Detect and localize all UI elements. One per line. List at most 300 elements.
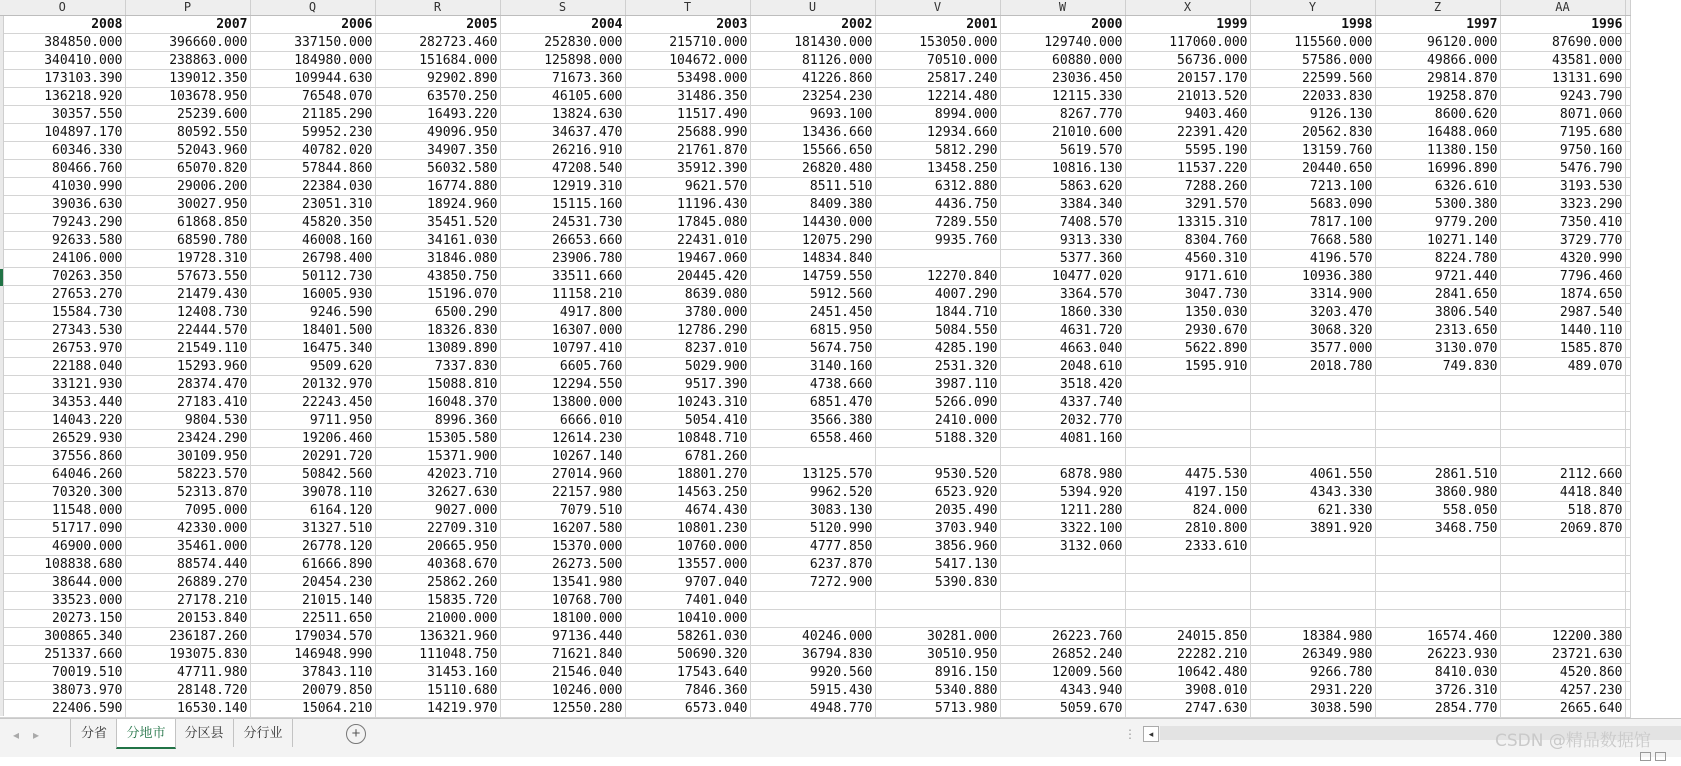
data-cell[interactable]: 37556.860 [0, 448, 125, 466]
year-cell[interactable]: 2003 [625, 16, 750, 34]
data-cell[interactable]: 2035.490 [875, 502, 1000, 520]
data-cell[interactable]: 12408.730 [125, 304, 250, 322]
data-cell[interactable]: 1860.330 [1000, 304, 1125, 322]
empty-cell[interactable] [1625, 52, 1630, 70]
data-cell[interactable]: 5340.880 [875, 682, 1000, 700]
data-cell[interactable]: 10801.230 [625, 520, 750, 538]
empty-cell[interactable] [1625, 646, 1630, 664]
data-cell[interactable]: 7796.460 [1500, 268, 1625, 286]
data-cell[interactable]: 8267.770 [1000, 106, 1125, 124]
data-cell[interactable]: 4081.160 [1000, 430, 1125, 448]
data-cell[interactable]: 14430.000 [750, 214, 875, 232]
data-cell[interactable] [875, 610, 1000, 628]
data-cell[interactable]: 337150.000 [250, 34, 375, 52]
data-cell[interactable]: 21761.870 [625, 142, 750, 160]
data-cell[interactable] [1125, 394, 1250, 412]
data-cell[interactable]: 125898.000 [500, 52, 625, 70]
tab-county[interactable]: 分区县 [175, 719, 234, 747]
data-cell[interactable]: 5120.990 [750, 520, 875, 538]
data-cell[interactable]: 11196.430 [625, 196, 750, 214]
data-cell[interactable]: 2410.000 [875, 412, 1000, 430]
data-cell[interactable]: 12009.560 [1000, 664, 1125, 682]
data-cell[interactable]: 11380.150 [1375, 142, 1500, 160]
data-cell[interactable]: 63570.250 [375, 88, 500, 106]
data-cell[interactable]: 15115.160 [500, 196, 625, 214]
data-cell[interactable]: 16488.060 [1375, 124, 1500, 142]
data-cell[interactable] [1000, 448, 1125, 466]
data-cell[interactable]: 20079.850 [250, 682, 375, 700]
empty-cell[interactable] [1625, 430, 1630, 448]
empty-cell[interactable] [1625, 142, 1630, 160]
data-cell[interactable]: 396660.000 [125, 34, 250, 52]
column-header-y[interactable]: Y [1250, 0, 1375, 16]
data-cell[interactable]: 8409.380 [750, 196, 875, 214]
data-cell[interactable]: 26820.480 [750, 160, 875, 178]
data-cell[interactable]: 15293.960 [125, 358, 250, 376]
data-cell[interactable] [1250, 556, 1375, 574]
data-cell[interactable]: 26273.500 [500, 556, 625, 574]
data-cell[interactable]: 4337.740 [1000, 394, 1125, 412]
data-cell[interactable]: 15305.580 [375, 430, 500, 448]
data-cell[interactable]: 2032.770 [1000, 412, 1125, 430]
data-cell[interactable]: 27014.960 [500, 466, 625, 484]
data-cell[interactable] [1250, 592, 1375, 610]
data-cell[interactable] [875, 592, 1000, 610]
data-cell[interactable]: 518.870 [1500, 502, 1625, 520]
column-header-w[interactable]: W [1000, 0, 1125, 16]
data-cell[interactable]: 32627.630 [375, 484, 500, 502]
data-cell[interactable]: 2747.630 [1125, 700, 1250, 718]
data-cell[interactable]: 2018.780 [1250, 358, 1375, 376]
data-cell[interactable]: 1350.030 [1125, 304, 1250, 322]
data-cell[interactable]: 3860.980 [1375, 484, 1500, 502]
column-header-s[interactable]: S [500, 0, 625, 16]
data-cell[interactable]: 34637.470 [500, 124, 625, 142]
data-cell[interactable]: 5476.790 [1500, 160, 1625, 178]
data-cell[interactable]: 7195.680 [1500, 124, 1625, 142]
data-cell[interactable]: 19206.460 [250, 430, 375, 448]
data-cell[interactable]: 20157.170 [1125, 70, 1250, 88]
data-cell[interactable]: 21546.040 [500, 664, 625, 682]
data-cell[interactable]: 26216.910 [500, 142, 625, 160]
data-cell[interactable]: 184980.000 [250, 52, 375, 70]
data-cell[interactable]: 88574.440 [125, 556, 250, 574]
data-cell[interactable]: 40246.000 [750, 628, 875, 646]
data-cell[interactable]: 21015.140 [250, 592, 375, 610]
data-cell[interactable]: 3047.730 [1125, 286, 1250, 304]
data-cell[interactable]: 26653.660 [500, 232, 625, 250]
data-cell[interactable]: 42330.000 [125, 520, 250, 538]
data-cell[interactable]: 146948.990 [250, 646, 375, 664]
data-cell[interactable]: 40782.020 [250, 142, 375, 160]
scroll-left-icon[interactable]: ◂ [1143, 726, 1159, 742]
data-cell[interactable]: 30281.000 [875, 628, 1000, 646]
data-cell[interactable]: 27343.530 [0, 322, 125, 340]
empty-cell[interactable] [1625, 628, 1630, 646]
next-sheet-icon[interactable]: ▸ [32, 728, 40, 742]
data-cell[interactable]: 20665.950 [375, 538, 500, 556]
data-cell[interactable]: 3891.920 [1250, 520, 1375, 538]
data-cell[interactable]: 1595.910 [1125, 358, 1250, 376]
data-cell[interactable]: 28374.470 [125, 376, 250, 394]
data-cell[interactable]: 16774.880 [375, 178, 500, 196]
data-cell[interactable] [750, 448, 875, 466]
data-cell[interactable] [1375, 592, 1500, 610]
data-cell[interactable]: 2930.670 [1125, 322, 1250, 340]
data-cell[interactable]: 8224.780 [1375, 250, 1500, 268]
data-cell[interactable]: 43581.000 [1500, 52, 1625, 70]
empty-cell[interactable] [1625, 16, 1630, 34]
data-cell[interactable]: 3132.060 [1000, 538, 1125, 556]
data-cell[interactable] [1375, 394, 1500, 412]
data-cell[interactable]: 5417.130 [875, 556, 1000, 574]
data-cell[interactable]: 7817.100 [1250, 214, 1375, 232]
data-cell[interactable]: 16005.930 [250, 286, 375, 304]
data-cell[interactable]: 173103.390 [0, 70, 125, 88]
data-cell[interactable]: 2112.660 [1500, 466, 1625, 484]
data-cell[interactable]: 46900.000 [0, 538, 125, 556]
data-cell[interactable]: 3468.750 [1375, 520, 1500, 538]
data-cell[interactable]: 7288.260 [1125, 178, 1250, 196]
data-cell[interactable]: 7079.510 [500, 502, 625, 520]
column-header-q[interactable]: Q [250, 0, 375, 16]
data-cell[interactable]: 22391.420 [1125, 124, 1250, 142]
data-cell[interactable]: 18384.980 [1250, 628, 1375, 646]
empty-cell[interactable] [1625, 70, 1630, 88]
data-cell[interactable]: 13458.250 [875, 160, 1000, 178]
empty-cell[interactable] [1625, 124, 1630, 142]
data-cell[interactable]: 13131.690 [1500, 70, 1625, 88]
data-cell[interactable]: 50842.560 [250, 466, 375, 484]
year-cell[interactable]: 2002 [750, 16, 875, 34]
data-cell[interactable]: 5188.320 [875, 430, 1000, 448]
data-cell[interactable]: 17845.080 [625, 214, 750, 232]
data-cell[interactable]: 4343.330 [1250, 484, 1375, 502]
data-cell[interactable]: 2531.320 [875, 358, 1000, 376]
empty-cell[interactable] [1625, 502, 1630, 520]
data-cell[interactable]: 136321.960 [375, 628, 500, 646]
data-cell[interactable]: 7846.360 [625, 682, 750, 700]
data-cell[interactable]: 22599.560 [1250, 70, 1375, 88]
data-cell[interactable]: 21479.430 [125, 286, 250, 304]
data-cell[interactable]: 9935.760 [875, 232, 1000, 250]
data-cell[interactable]: 3566.380 [750, 412, 875, 430]
data-cell[interactable]: 15370.000 [500, 538, 625, 556]
data-cell[interactable]: 51717.090 [0, 520, 125, 538]
empty-cell[interactable] [1625, 376, 1630, 394]
data-cell[interactable]: 20132.970 [250, 376, 375, 394]
data-cell[interactable]: 65070.820 [125, 160, 250, 178]
data-cell[interactable]: 4738.660 [750, 376, 875, 394]
data-cell[interactable] [1375, 376, 1500, 394]
data-cell[interactable]: 251337.660 [0, 646, 125, 664]
data-cell[interactable]: 52043.960 [125, 142, 250, 160]
empty-cell[interactable] [1625, 484, 1630, 502]
data-cell[interactable]: 300865.340 [0, 628, 125, 646]
data-cell[interactable]: 37843.110 [250, 664, 375, 682]
data-cell[interactable]: 109944.630 [250, 70, 375, 88]
data-cell[interactable]: 12786.290 [625, 322, 750, 340]
data-cell[interactable]: 35451.520 [375, 214, 500, 232]
data-cell[interactable]: 61666.890 [250, 556, 375, 574]
data-cell[interactable]: 19728.310 [125, 250, 250, 268]
data-cell[interactable] [1125, 448, 1250, 466]
data-cell[interactable]: 27653.270 [0, 286, 125, 304]
data-cell[interactable]: 10848.710 [625, 430, 750, 448]
empty-cell[interactable] [1625, 214, 1630, 232]
data-cell[interactable]: 70019.510 [0, 664, 125, 682]
data-cell[interactable]: 23721.630 [1500, 646, 1625, 664]
data-cell[interactable] [1375, 538, 1500, 556]
data-cell[interactable]: 26852.240 [1000, 646, 1125, 664]
data-cell[interactable]: 36794.830 [750, 646, 875, 664]
data-cell[interactable] [1500, 574, 1625, 592]
data-cell[interactable]: 4418.840 [1500, 484, 1625, 502]
data-cell[interactable]: 3384.340 [1000, 196, 1125, 214]
data-cell[interactable]: 15110.680 [375, 682, 500, 700]
data-cell[interactable]: 4663.040 [1000, 340, 1125, 358]
data-cell[interactable]: 2810.800 [1125, 520, 1250, 538]
data-cell[interactable]: 13159.760 [1250, 142, 1375, 160]
data-cell[interactable] [1000, 592, 1125, 610]
data-cell[interactable]: 489.070 [1500, 358, 1625, 376]
data-cell[interactable]: 34353.440 [0, 394, 125, 412]
tab-city[interactable]: 分地市 [116, 719, 176, 749]
data-cell[interactable]: 4197.150 [1125, 484, 1250, 502]
data-cell[interactable]: 14759.550 [750, 268, 875, 286]
data-cell[interactable]: 39078.110 [250, 484, 375, 502]
data-cell[interactable]: 26223.760 [1000, 628, 1125, 646]
data-cell[interactable]: 215710.000 [625, 34, 750, 52]
data-cell[interactable]: 20562.830 [1250, 124, 1375, 142]
data-cell[interactable] [1375, 556, 1500, 574]
empty-cell[interactable] [1625, 322, 1630, 340]
data-cell[interactable]: 4475.530 [1125, 466, 1250, 484]
data-cell[interactable]: 7272.900 [750, 574, 875, 592]
data-cell[interactable]: 30510.950 [875, 646, 1000, 664]
data-cell[interactable]: 11158.210 [500, 286, 625, 304]
empty-cell[interactable] [1625, 304, 1630, 322]
data-cell[interactable]: 9920.560 [750, 664, 875, 682]
data-cell[interactable]: 9707.040 [625, 574, 750, 592]
year-cell[interactable]: 2000 [1000, 16, 1125, 34]
data-cell[interactable]: 5683.090 [1250, 196, 1375, 214]
data-cell[interactable]: 58223.570 [125, 466, 250, 484]
data-cell[interactable]: 16048.370 [375, 394, 500, 412]
data-cell[interactable]: 12270.840 [875, 268, 1000, 286]
data-cell[interactable]: 64046.260 [0, 466, 125, 484]
data-cell[interactable]: 384850.000 [0, 34, 125, 52]
data-cell[interactable]: 30027.950 [125, 196, 250, 214]
data-cell[interactable]: 61868.850 [125, 214, 250, 232]
empty-cell[interactable] [1625, 538, 1630, 556]
data-cell[interactable]: 236187.260 [125, 628, 250, 646]
data-cell[interactable]: 58261.030 [625, 628, 750, 646]
data-cell[interactable]: 11537.220 [1125, 160, 1250, 178]
data-cell[interactable]: 5054.410 [625, 412, 750, 430]
data-cell[interactable]: 26349.980 [1250, 646, 1375, 664]
data-cell[interactable]: 22431.010 [625, 232, 750, 250]
data-cell[interactable]: 38644.000 [0, 574, 125, 592]
data-cell[interactable]: 9721.440 [1375, 268, 1500, 286]
data-cell[interactable]: 13125.570 [750, 466, 875, 484]
data-cell[interactable]: 19258.870 [1375, 88, 1500, 106]
column-header-z[interactable]: Z [1375, 0, 1500, 16]
data-cell[interactable]: 38073.970 [0, 682, 125, 700]
data-cell[interactable]: 179034.570 [250, 628, 375, 646]
data-cell[interactable] [1500, 448, 1625, 466]
data-cell[interactable]: 9693.100 [750, 106, 875, 124]
data-cell[interactable]: 4320.990 [1500, 250, 1625, 268]
data-cell[interactable]: 31486.350 [625, 88, 750, 106]
data-cell[interactable]: 10267.140 [500, 448, 625, 466]
data-cell[interactable]: 12214.480 [875, 88, 1000, 106]
data-cell[interactable]: 12115.330 [1000, 88, 1125, 106]
tab-industry[interactable]: 分行业 [234, 719, 293, 747]
data-cell[interactable]: 117060.000 [1125, 34, 1250, 52]
data-cell[interactable]: 15196.070 [375, 286, 500, 304]
data-cell[interactable]: 3518.420 [1000, 376, 1125, 394]
data-cell[interactable]: 181430.000 [750, 34, 875, 52]
data-cell[interactable]: 23036.450 [1000, 70, 1125, 88]
data-cell[interactable]: 18401.500 [250, 322, 375, 340]
data-cell[interactable]: 10243.310 [625, 394, 750, 412]
data-cell[interactable]: 5377.360 [1000, 250, 1125, 268]
data-cell[interactable]: 56736.000 [1125, 52, 1250, 70]
data-cell[interactable]: 13089.890 [375, 340, 500, 358]
data-cell[interactable]: 6500.290 [375, 304, 500, 322]
empty-cell[interactable] [1625, 448, 1630, 466]
data-cell[interactable]: 14563.250 [625, 484, 750, 502]
data-cell[interactable] [1250, 412, 1375, 430]
data-cell[interactable]: 17543.640 [625, 664, 750, 682]
data-cell[interactable]: 12294.550 [500, 376, 625, 394]
data-cell[interactable]: 12550.280 [500, 700, 625, 718]
data-cell[interactable]: 6878.980 [1000, 466, 1125, 484]
data-cell[interactable]: 45820.350 [250, 214, 375, 232]
data-cell[interactable]: 1844.710 [875, 304, 1000, 322]
data-cell[interactable]: 20440.650 [1250, 160, 1375, 178]
data-cell[interactable]: 71621.840 [500, 646, 625, 664]
data-cell[interactable]: 15088.810 [375, 376, 500, 394]
data-cell[interactable]: 8071.060 [1500, 106, 1625, 124]
data-cell[interactable]: 20291.720 [250, 448, 375, 466]
data-cell[interactable]: 80466.760 [0, 160, 125, 178]
data-cell[interactable]: 19467.060 [625, 250, 750, 268]
column-header-p[interactable]: P [125, 0, 250, 16]
data-cell[interactable]: 340410.000 [0, 52, 125, 70]
data-cell[interactable]: 6851.470 [750, 394, 875, 412]
data-cell[interactable]: 5912.560 [750, 286, 875, 304]
data-cell[interactable]: 558.050 [1375, 502, 1500, 520]
data-cell[interactable]: 6666.010 [500, 412, 625, 430]
data-cell[interactable]: 24106.000 [0, 250, 125, 268]
row-header-gutter[interactable] [0, 16, 4, 716]
data-cell[interactable]: 26753.970 [0, 340, 125, 358]
data-cell[interactable] [875, 250, 1000, 268]
data-cell[interactable]: 6312.880 [875, 178, 1000, 196]
data-cell[interactable]: 4520.860 [1500, 664, 1625, 682]
data-cell[interactable]: 25817.240 [875, 70, 1000, 88]
data-cell[interactable]: 20273.150 [0, 610, 125, 628]
data-cell[interactable]: 3908.010 [1125, 682, 1250, 700]
data-cell[interactable]: 5915.430 [750, 682, 875, 700]
year-cell[interactable]: 1999 [1125, 16, 1250, 34]
data-cell[interactable]: 4061.550 [1250, 466, 1375, 484]
data-cell[interactable]: 11548.000 [0, 502, 125, 520]
data-cell[interactable]: 60346.330 [0, 142, 125, 160]
data-cell[interactable]: 3703.940 [875, 520, 1000, 538]
data-cell[interactable]: 9313.330 [1000, 232, 1125, 250]
data-cell[interactable]: 3322.100 [1000, 520, 1125, 538]
data-cell[interactable]: 5713.980 [875, 700, 1000, 718]
data-cell[interactable]: 40368.670 [375, 556, 500, 574]
view-mode-icons[interactable] [1640, 748, 1670, 766]
data-cell[interactable]: 9711.950 [250, 412, 375, 430]
data-cell[interactable]: 27183.410 [125, 394, 250, 412]
data-cell[interactable]: 2333.610 [1125, 538, 1250, 556]
data-cell[interactable] [1375, 448, 1500, 466]
data-cell[interactable]: 3323.290 [1500, 196, 1625, 214]
data-cell[interactable]: 6781.260 [625, 448, 750, 466]
empty-cell[interactable] [1625, 664, 1630, 682]
data-cell[interactable]: 3987.110 [875, 376, 1000, 394]
data-cell[interactable]: 49096.950 [375, 124, 500, 142]
data-cell[interactable]: 3203.470 [1250, 304, 1375, 322]
data-cell[interactable]: 2048.610 [1000, 358, 1125, 376]
empty-cell[interactable] [1625, 610, 1630, 628]
data-cell[interactable]: 9246.590 [250, 304, 375, 322]
data-cell[interactable]: 22444.570 [125, 322, 250, 340]
data-cell[interactable]: 5622.890 [1125, 340, 1250, 358]
data-cell[interactable]: 81126.000 [750, 52, 875, 70]
column-header-blank[interactable] [1625, 0, 1630, 16]
data-cell[interactable]: 68590.780 [125, 232, 250, 250]
data-cell[interactable]: 2841.650 [1375, 286, 1500, 304]
data-cell[interactable]: 20445.420 [625, 268, 750, 286]
data-cell[interactable]: 41226.860 [750, 70, 875, 88]
empty-cell[interactable] [1625, 178, 1630, 196]
data-cell[interactable]: 22282.210 [1125, 646, 1250, 664]
data-cell[interactable]: 3780.000 [625, 304, 750, 322]
data-cell[interactable] [1500, 430, 1625, 448]
data-cell[interactable]: 8237.010 [625, 340, 750, 358]
data-cell[interactable]: 57844.860 [250, 160, 375, 178]
data-cell[interactable]: 29814.870 [1375, 70, 1500, 88]
data-cell[interactable]: 14834.840 [750, 250, 875, 268]
data-cell[interactable]: 53498.000 [625, 70, 750, 88]
data-cell[interactable]: 129740.000 [1000, 34, 1125, 52]
data-cell[interactable]: 47711.980 [125, 664, 250, 682]
data-cell[interactable]: 10642.480 [1125, 664, 1250, 682]
data-cell[interactable]: 12934.660 [875, 124, 1000, 142]
data-cell[interactable]: 39036.630 [0, 196, 125, 214]
column-header-aa[interactable]: AA [1500, 0, 1625, 16]
data-cell[interactable]: 33511.660 [500, 268, 625, 286]
data-cell[interactable]: 4257.230 [1500, 682, 1625, 700]
data-cell[interactable]: 16574.460 [1375, 628, 1500, 646]
data-cell[interactable]: 18326.830 [375, 322, 500, 340]
data-cell[interactable]: 11517.490 [625, 106, 750, 124]
data-cell[interactable]: 92633.580 [0, 232, 125, 250]
data-cell[interactable]: 26889.270 [125, 574, 250, 592]
data-cell[interactable]: 27178.210 [125, 592, 250, 610]
data-cell[interactable]: 111048.750 [375, 646, 500, 664]
data-cell[interactable] [1375, 610, 1500, 628]
data-cell[interactable]: 9027.000 [375, 502, 500, 520]
data-cell[interactable]: 824.000 [1125, 502, 1250, 520]
data-cell[interactable]: 76548.070 [250, 88, 375, 106]
